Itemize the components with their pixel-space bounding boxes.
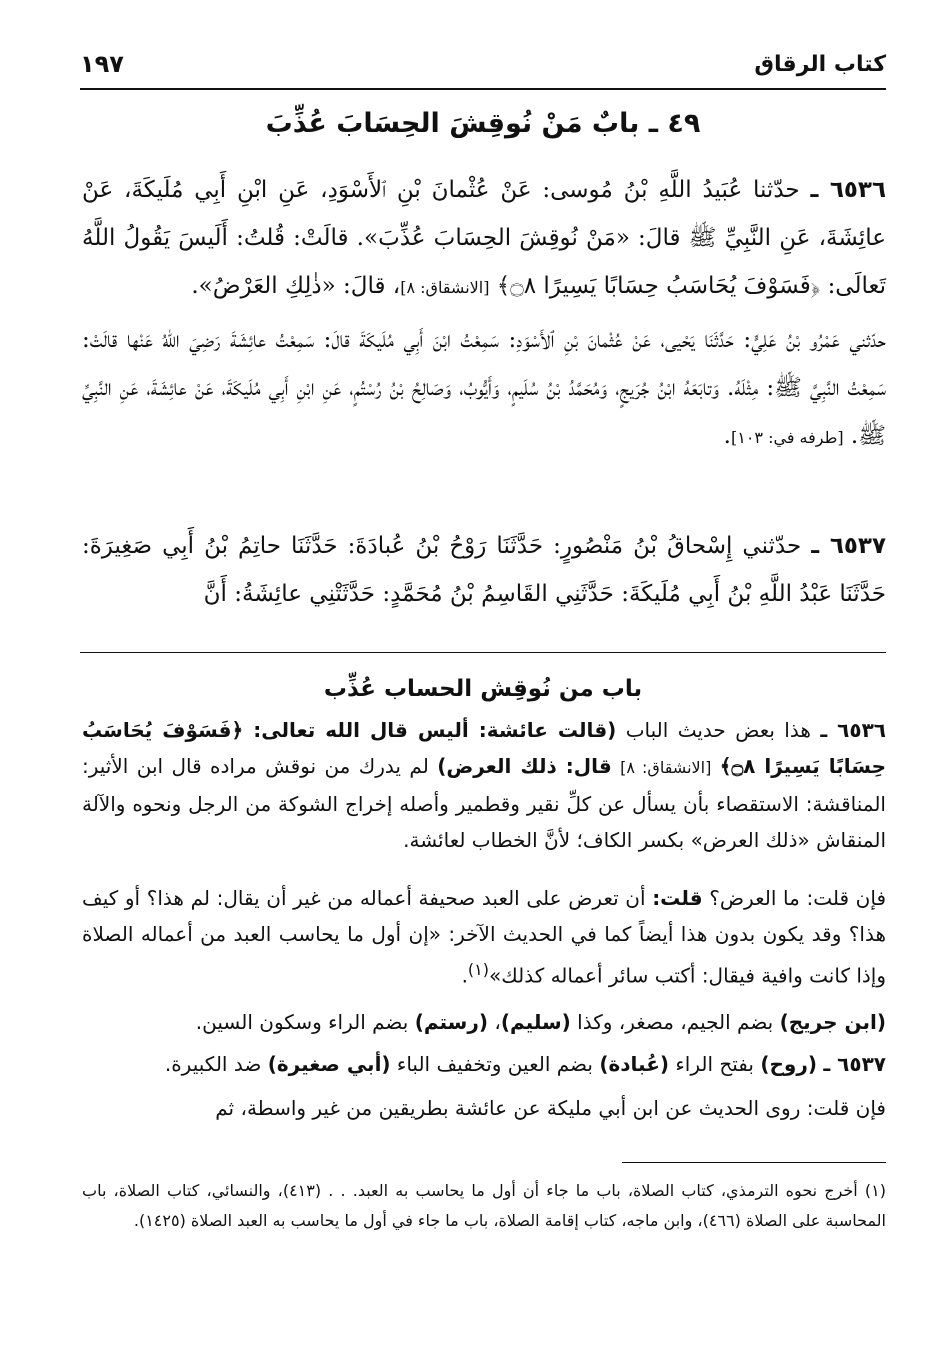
- commentary-quote: قال: ذلك العرض): [437, 754, 612, 778]
- hadith-6536: [82, 166, 886, 312]
- commentary-text: بضم العين وتخفيف الباء: [396, 1052, 593, 1076]
- commentary-paragraph-5: فإن قلت: روى الحديث عن ابن أبي مليكة عن عائشة بطريقين من غير واسطة، ثم: [215, 1096, 886, 1120]
- hadith-tail: ، قالَ: «ذٰلِكِ العَرْضُ».: [191, 273, 401, 299]
- commentary-keyword: (روح): [760, 1052, 817, 1076]
- commentary-number: ٦٥٣٦ ـ: [820, 718, 886, 742]
- commentary-title: باب من نُوقِش الحساب عُذِّب: [323, 676, 643, 702]
- commentary-paragraph-4: [82, 1046, 886, 1082]
- footnote-divider: [622, 1162, 886, 1163]
- commentary-keyword: (أبي صغيرة): [267, 1052, 391, 1076]
- quran-reference: [الانشقاق: ٨]: [620, 758, 712, 777]
- commentary-text: .: [461, 963, 468, 988]
- footnote-marker: (١): [467, 960, 490, 979]
- commentary-number: ٦٥٣٧ ـ: [823, 1052, 886, 1076]
- commentary-text: ضد الكبيرة.: [164, 1052, 262, 1076]
- commentary-text: هذا بعض حديث الباب: [625, 718, 811, 742]
- running-header: [80, 44, 886, 84]
- hadith-text: حدّثني عَمْرُو بْنُ عَلِيٍّ: حَدَّثَنَا يَحْيى، عَنْ عُثْمانَ بْنِ ٱلأَسْوَدِ: سَمِعْتُ ابْنَ أَبِي مُلَيكَةَ قالَ: سَمِعْتُ عائِشَةَ رَضِيَ اللهُ عَنْها قالَتْ: سَمِعْتُ النَّبِيَّ ﷺ: مِثْلَهُ. وَتابَعَهُ ابْنُ جُرَيجٍ، وَمُحَمَّدُ بْنُ سُلَيمٍ، وَأَيُّوبُ، وَصَالِحُ بْنُ رُسْتُمٍ، عَنِ ابْنِ أَبِي مُلَيكَةَ، عَنْ عائِشَةَ، عَنِ النَّبِيِّ ﷺ.: [82, 327, 886, 449]
- commentary-keyword: (عُبادة): [599, 1052, 669, 1076]
- page-number: ١٩٧: [80, 50, 124, 78]
- commentary-text: ،: [494, 1010, 501, 1034]
- cross-reference: [طرفه في: ١٠٣]: [730, 428, 844, 447]
- commentary-text: بضم الراء وسكون السين.: [195, 1010, 409, 1034]
- commentary-paragraph-1: [82, 712, 886, 858]
- quran-reference: [الانشقاق: ٨]: [400, 278, 490, 297]
- chapter-title: ٤٩ ـ بابٌ مَنْ نُوقِشَ الحِسَابَ عُذِّبَ: [265, 108, 701, 139]
- hadith-text: حدّثني إِسْحاقُ بْنُ مَنْصُورٍ: حَدَّثَنَا رَوْحُ بْنُ عُبادَةَ: حَدَّثَنَا حاتِمُ بْنُ أَبِي صَغِيرَةَ: حَدَّثَنَا عَبْدُ اللَّهِ بْنُ أَبِي مُلَيكَةَ: حَدَّثَنِي القَاسِمُ بْنُ مُحَمَّدٍ: حَدَّثَتْنِي عائِشَةُ: أَنَّ: [82, 533, 886, 607]
- hadith-tail: .: [723, 423, 731, 449]
- commentary-paragraph-3: [82, 1004, 886, 1040]
- commentary-text: لم يدرك من نوقش مراده قال ابن الأثير: المناقشة: الاستقصاء بأن يسأل عن كلِّ نقير وقطمير وأصله إخراج الشوكة من الرجل ونحوه والآلة المنقاش «ذلك العرض» بكسر الكاف؛ لأنَّ الخطاب لعائشة.: [82, 754, 886, 852]
- commentary-keyword: (رستم): [414, 1010, 488, 1034]
- commentary-text: بفتح الراء: [675, 1052, 754, 1076]
- commentary-keyword: قلت:: [652, 886, 703, 910]
- section-divider: [80, 652, 886, 653]
- commentary-text: أن تعرض على العبد صحيفة أعماله من غير أن يقال: لم هذا؟ أو كيف هذا؟ وقد يكون بدون هذا أيضاً كما في الحديث الآخر: «إن أول ما يحاسب العبد من أعماله الصلاة وإذا كانت وافية فيقال: أكتب سائر أعماله كذلك»: [82, 886, 886, 988]
- commentary-quote: (قالت عائشة: أليس قال الله تعالى: ﴿فَسَوْفَ يُحَاسَبُ حِسَابًا يَسِيرًا ۝٨﴾: [82, 718, 886, 778]
- commentary-paragraph-2: [82, 880, 886, 994]
- footnote: (١) أخرج نحوه الترمذي، كتاب الصلاة، باب ما جاء أن أول ما يحاسب به العبد. . . (٤١٣)، والنسائي، كتاب الصلاة، باب المحاسبة على الصلاة (٤٦٦)، وابن ماجه، كتاب إقامة الصلاة، باب ما جاء في أول ما يحاسب به العبد الصلاة (١٤٢٥).: [82, 1181, 886, 1230]
- hadith-text: حدّثنا عُبَيدُ اللَّهِ بْنُ مُوسى: عَنْ عُثْمانَ بْنِ ٱلأَسْوَدِ، عَنِ ابْنِ أَبِي مُلَيكَةَ، عَنْ عائِشَةَ، عَنِ النَّبِيِّ ﷺ قالَ: «مَنْ نُوقِشَ الحِسَابَ عُذِّبَ». قالَتْ: قُلتُ: أَلَيسَ يَقُولُ اللَّهُ تَعالَى: ﴿فَسَوْفَ يُحَاسَبُ حِسَابًا يَسِيرًا ۝٨﴾: [82, 177, 886, 299]
- hadith-6537: [82, 522, 886, 618]
- hadith-number: ٦٥٣٦ ـ: [810, 177, 887, 203]
- header-divider: [80, 88, 886, 90]
- commentary-keyword: (سليم): [500, 1010, 571, 1034]
- book-title: كتاب الرقاق: [754, 52, 886, 77]
- commentary-text: فإن قلت: ما العرض؟: [709, 886, 886, 910]
- hadith-number: ٦٥٣٧ ـ: [811, 533, 886, 559]
- commentary-text: بضم الجيم، مصغر، وكذا: [577, 1010, 774, 1034]
- hadith-6536-second-chain: [82, 316, 886, 462]
- commentary-keyword: (ابن جريج): [779, 1010, 886, 1034]
